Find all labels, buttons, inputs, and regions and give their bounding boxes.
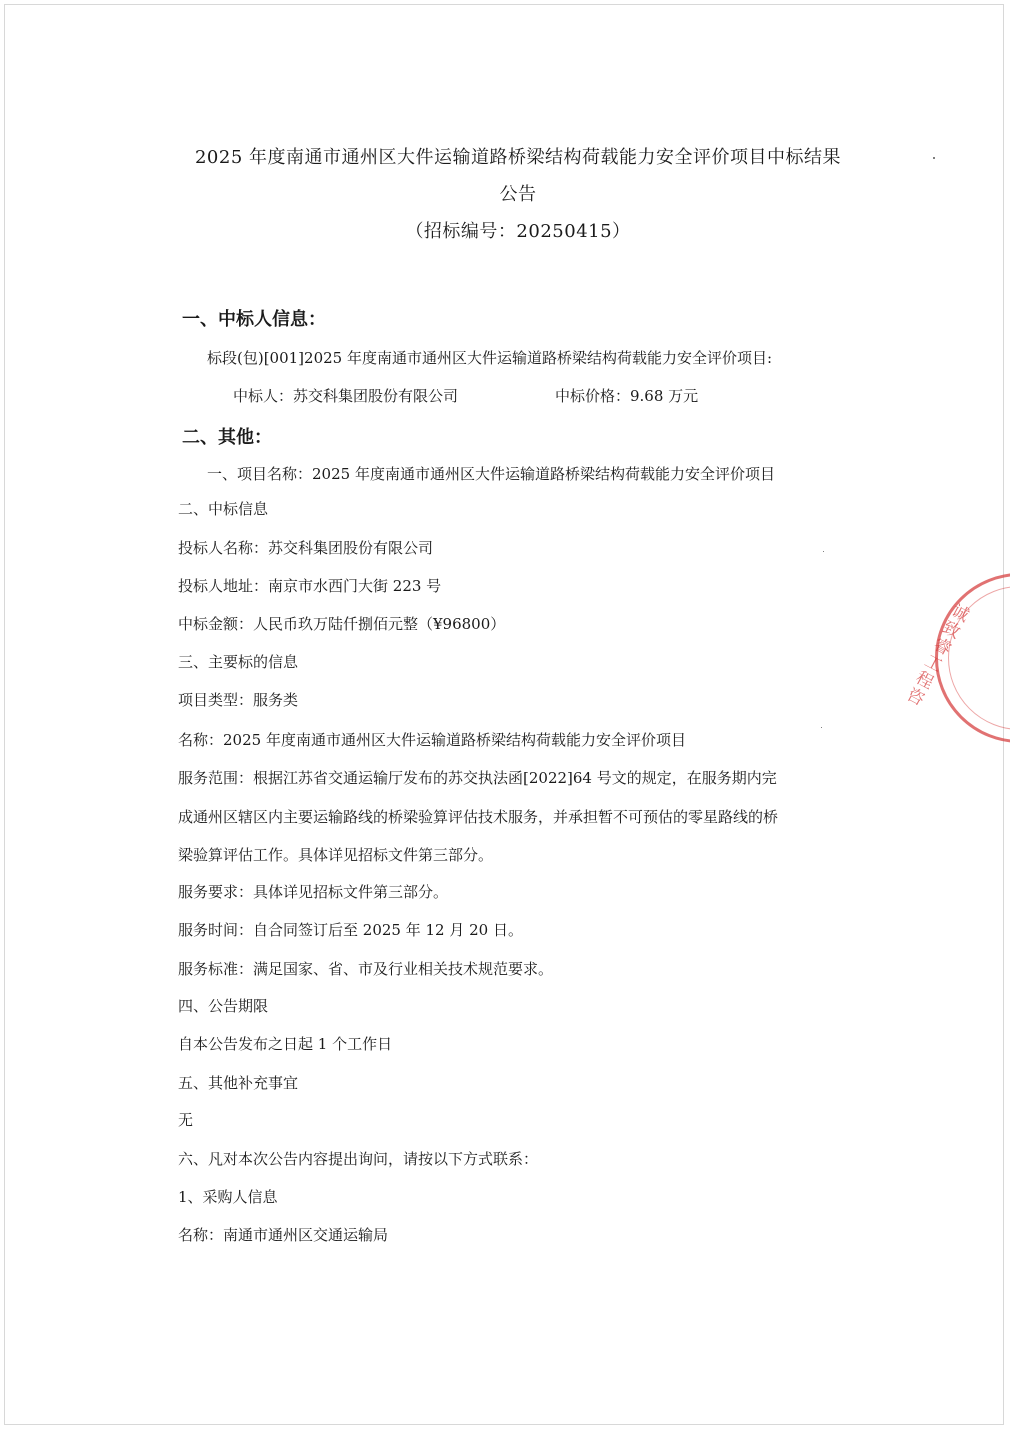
lot-line: 标段(包)[001]2025 年度南通市通州区大件运输道路桥梁结构荷载能力安全评价项目:	[207, 349, 773, 367]
body-line: 自本公告发布之日起 1 个工作日	[178, 1035, 393, 1053]
section-2-heading: 二、其他：	[182, 427, 272, 448]
body-line: 梁验算评估工作。具体详见招标文件第三部分。	[178, 846, 494, 864]
title-line-2: 公告	[499, 184, 537, 205]
body-line: 一、项目名称：2025 年度南通市通州区大件运输道路桥梁结构荷载能力安全评价项目	[207, 465, 775, 483]
body-line: 名称：南通市通州区交通运输局	[178, 1226, 389, 1244]
body-line: 服务要求：具体详见招标文件第三部分。	[178, 883, 449, 901]
winner-line: 中标人：苏交科集团股份有限公司	[233, 387, 459, 405]
body-line: 成通州区辖区内主要运输路线的桥梁验算评估技术服务，并承担暂不可预估的零星路线的桥	[178, 808, 779, 826]
body-line: 四、公告期限	[178, 997, 269, 1015]
scan-speck	[823, 551, 824, 552]
body-line: 服务时间：自合同签订后至 2025 年 12 月 20 日。	[178, 921, 523, 939]
body-line: 五、其他补充事宜	[178, 1074, 299, 1092]
body-line: 二、中标信息	[178, 500, 269, 518]
body-line: 项目类型：服务类	[178, 691, 299, 709]
title-line-3-bid-number: （招标编号：20250415）	[405, 221, 631, 242]
body-line: 1、采购人信息	[178, 1188, 278, 1206]
body-line: 无	[178, 1111, 194, 1129]
title-line-1: 2025 年度南通市通州区大件运输道路桥梁结构荷载能力安全评价项目中标结果	[194, 147, 842, 168]
price-line: 中标价格：9.68 万元	[555, 387, 699, 405]
body-line: 服务标准：满足国家、省、市及行业相关技术规范要求。	[178, 960, 554, 978]
body-line: 名称：2025 年度南通市通州区大件运输道路桥梁结构荷载能力安全评价项目	[178, 731, 686, 749]
body-line: 投标人名称：苏交科集团股份有限公司	[178, 539, 434, 557]
body-line: 投标人地址：南京市水西门大街 223 号	[178, 577, 442, 595]
scan-speck	[933, 157, 935, 159]
body-line: 中标金额：人民币玖万陆仟捌佰元整（¥96800）	[178, 615, 506, 633]
seal-text: 诚致睿工程咨	[900, 598, 972, 709]
body-line: 三、主要标的信息	[178, 653, 299, 671]
body-line: 六、凡对本次公告内容提出询问，请按以下方式联系：	[178, 1150, 539, 1168]
section-1-heading: 一、中标人信息：	[182, 309, 326, 330]
scan-speck	[821, 727, 822, 728]
body-line: 服务范围：根据江苏省交通运输厅发布的苏交执法函[2022]64 号文的规定，在服务期内完	[178, 769, 777, 787]
